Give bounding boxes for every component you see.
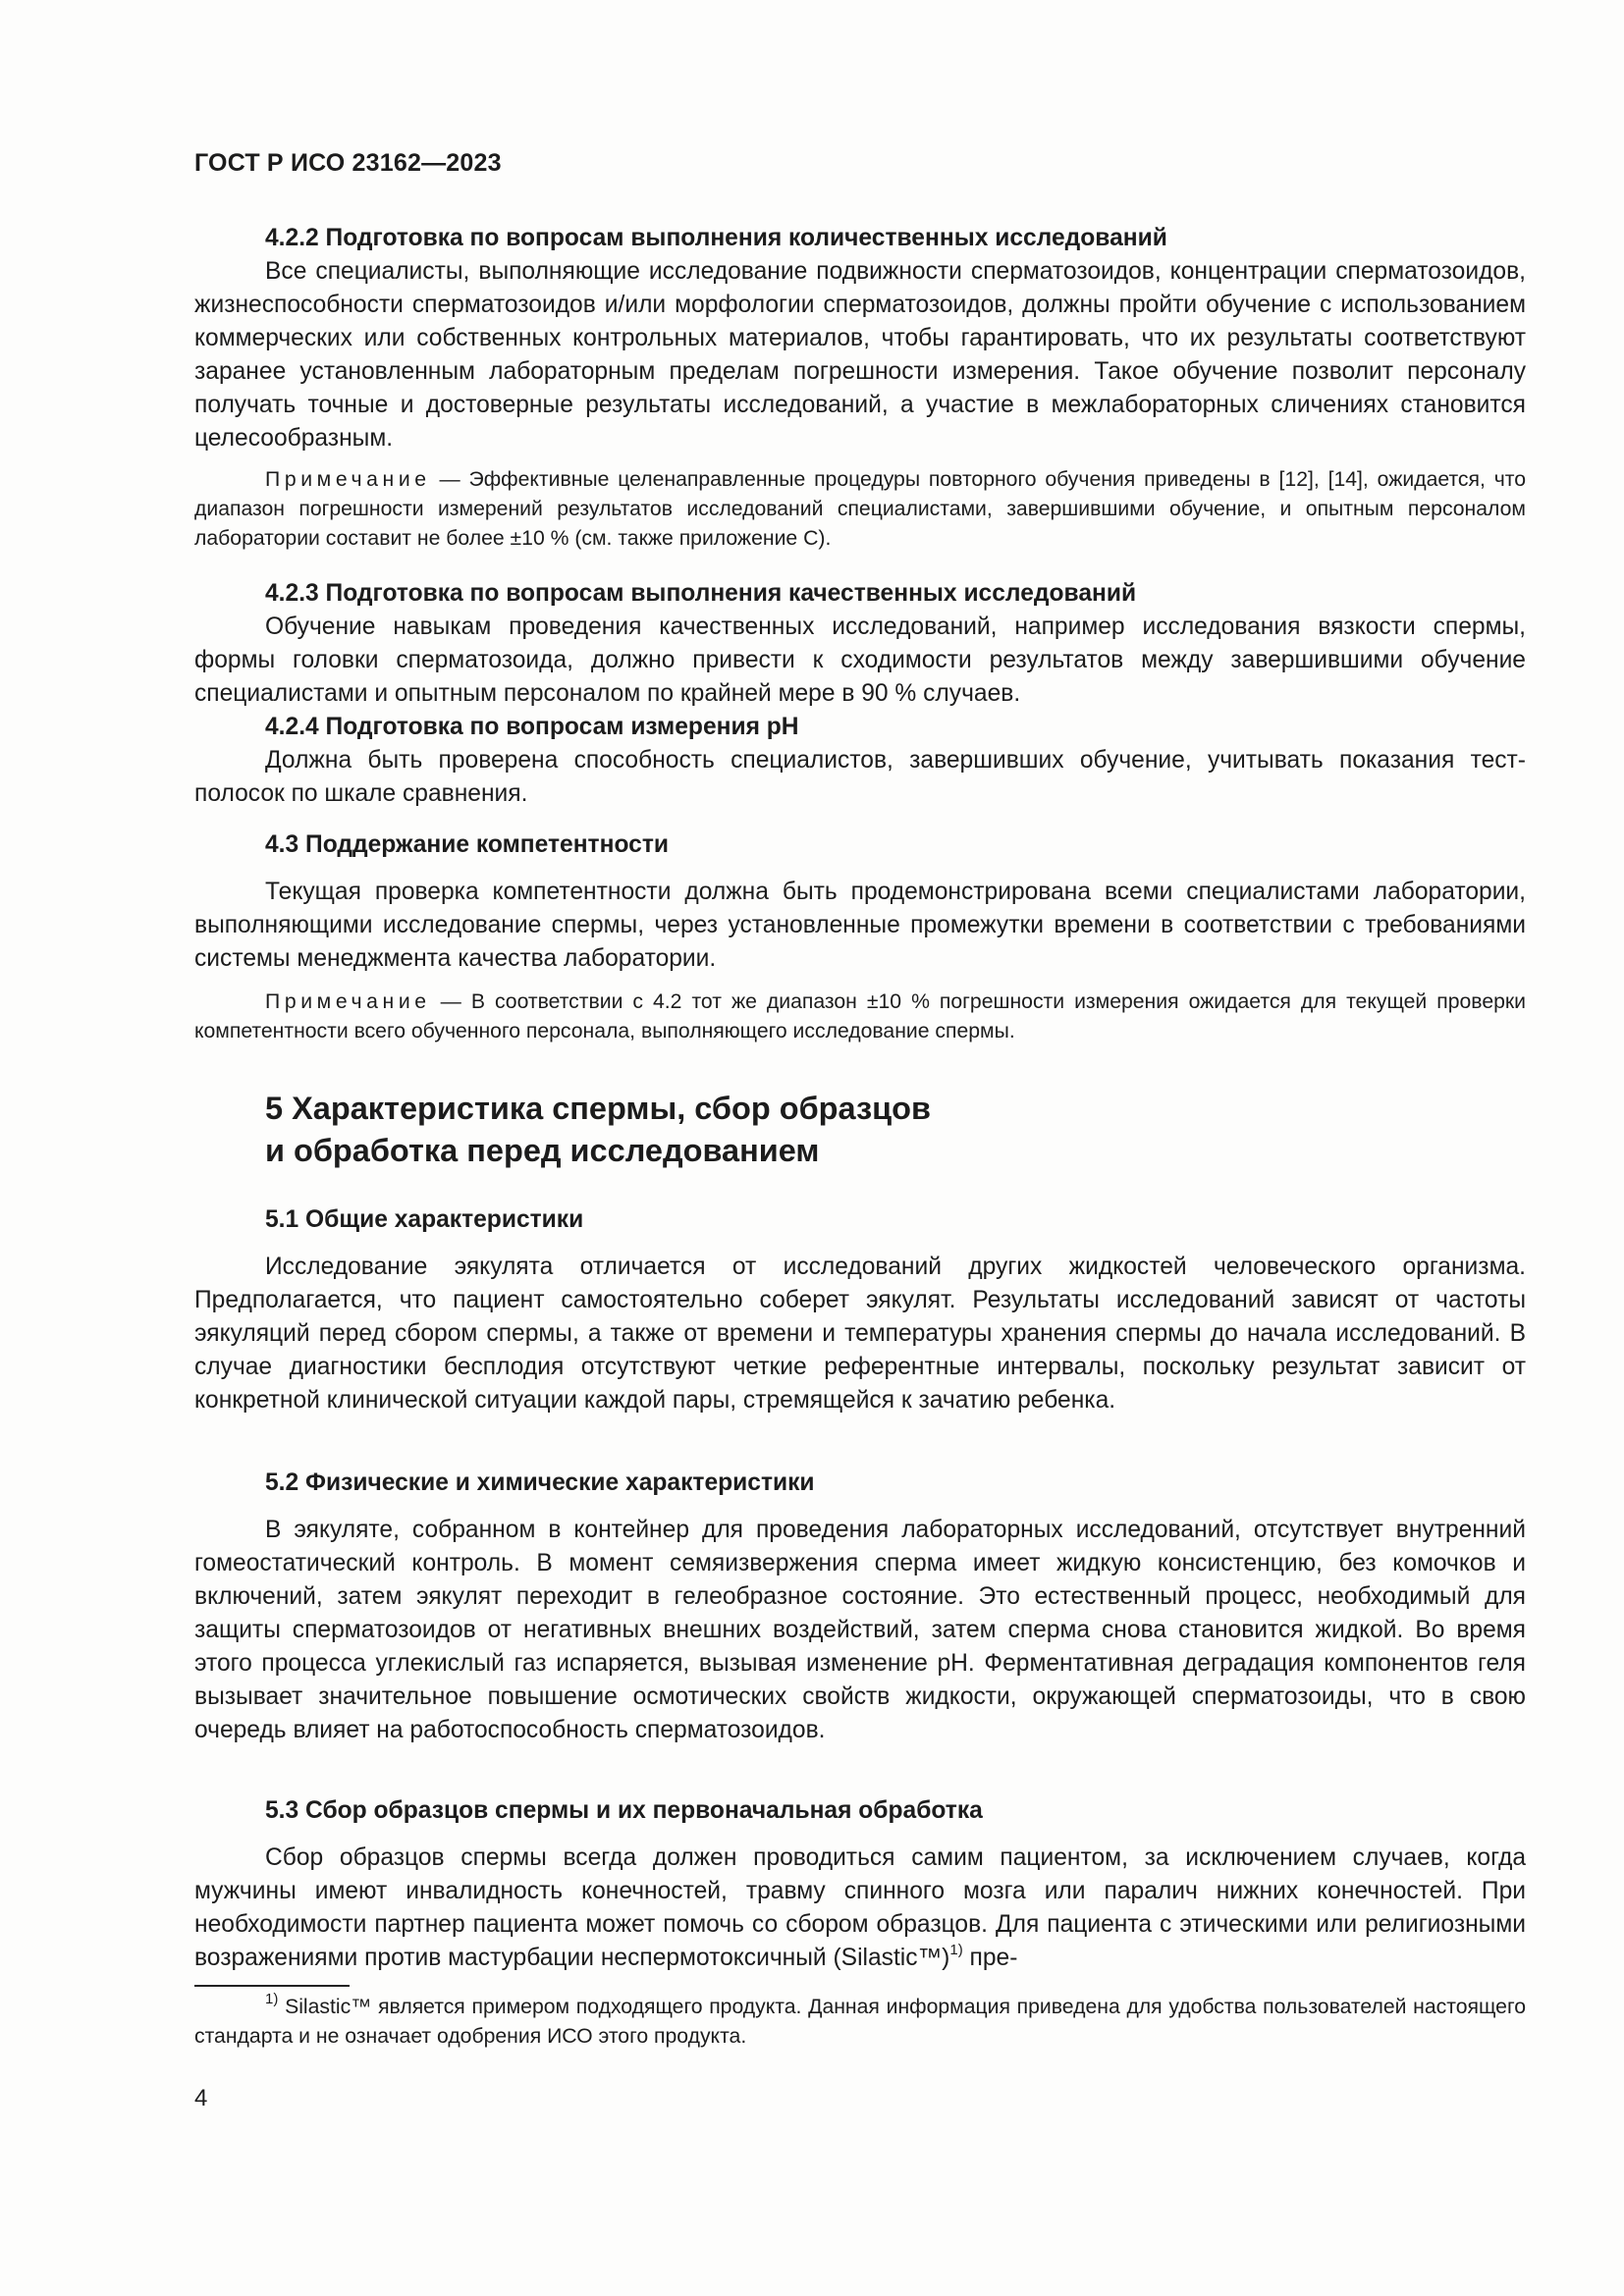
section-heading: 5.2 Физические и химические характеристики bbox=[265, 1469, 815, 1496]
section-5-1 bbox=[194, 1203, 1526, 1417]
document-id: ГОСТ Р ИСО 23162—2023 bbox=[194, 149, 502, 177]
section-4-2-4 bbox=[194, 711, 1526, 811]
note-label: Примечание bbox=[265, 468, 431, 491]
paragraph-text: Сбор образцов спермы всегда должен проводиться самим пациентом, за исключением случаев, когда мужчины имеют инвалидность конечностей, травму спинного мозга или паралич нижних конечностей. При необходимости партнер пациента может помочь со сбором образцов. Для пациента с этическими или религиозными возражениями против мастурбации неспермотоксичный (Silastic™) bbox=[194, 1844, 1526, 1971]
section-4-2-2 bbox=[194, 222, 1526, 554]
section-heading: 4.2.4 Подготовка по вопросам измерения pH bbox=[265, 714, 799, 740]
paragraph: В эякуляте, собранном в контейнер для проведения лабораторных исследований, отсутствует внутренний гомеостатический контроль. В момент семяизвержения сперма имеет жидкую консистенцию, без комочков и включений, затем эякулят переходит в гелеобразное состояние. Это естественный процесс, необходимый для защиты сперматозоидов от негативных внешних воздействий, затем сперма снова становится жидкой. Во время этого процесса углекислый газ испаряется, вызывая изменение рН. Ферментативная деградация компонентов геля вызывает значительное повышение осмотических свойств жидкости, окружающей сперматозоиды, что в свою очередь влияет на работоспособность сперматозоидов. bbox=[194, 1517, 1526, 1743]
footnote-text: Silastic™ является примером подходящего продукта. Данная информация приведена для удобства пользователей настоящего стандарта и не означает одобрения ИСО этого продукта. bbox=[194, 1996, 1526, 2048]
section-heading: 4.2.2 Подготовка по вопросам выполнения количественных исследований bbox=[265, 225, 1167, 251]
section-5-3 bbox=[194, 1794, 1526, 1975]
note-text: — В соответствии с 4.2 тот же диапазон ±10 % погрешности измерения ожидается для текущей проверки компетентности всего обученного персонала, выполняющего исследование спермы. bbox=[194, 990, 1526, 1042]
paragraph: Обучение навыкам проведения качественных исследований, например исследования вязкости спермы, формы головки сперматозоида, должно привести к сходимости результатов между завершившими обучение специалистами и опытным персоналом по крайней мере в 90 % случаев. bbox=[194, 614, 1526, 707]
section-5 bbox=[194, 1088, 1526, 1172]
paragraph: Текущая проверка компетентности должна быть продемонстрирована всеми специалистами лаборатории, выполняющими исследование спермы, через установленные промежутки времени в соответствии с требованиями системы менеджмента качества лаборатории. bbox=[194, 879, 1526, 972]
footnote-marker: 1) bbox=[265, 1990, 279, 2007]
paragraph-text-continued: пре- bbox=[962, 1945, 1018, 1971]
section-heading: 4.3 Поддержание компетентности bbox=[265, 831, 669, 858]
section-5-2 bbox=[194, 1467, 1526, 1747]
paragraph: Должна быть проверена способность специалистов, завершивших обучение, учитывать показания тест-полосок по шкале сравнения. bbox=[194, 747, 1526, 807]
page-number: 4 bbox=[194, 2085, 208, 2111]
chapter-heading-line2: и обработка перед исследованием bbox=[265, 1133, 820, 1168]
note bbox=[194, 988, 1526, 1046]
paragraph: Все специалисты, выполняющие исследование подвижности сперматозоидов, концентрации сперматозоидов, жизнеспособности сперматозоидов и/или морфологии сперматозоидов, должны пройти обучение с использованием коммерческих или собственных контрольных материалов, чтобы гарантировать, что их результаты соответствуют заранее установленным лабораторным пределам погрешности измерения. Такое обучение позволит персоналу получать точные и достоверные результаты исследований, а участие в межлабораторных сличениях становится целесообразным. bbox=[194, 258, 1526, 452]
section-heading: 4.2.3 Подготовка по вопросам выполнения качественных исследований bbox=[265, 580, 1137, 607]
note-label: Примечание bbox=[265, 990, 431, 1013]
note-text: — Эффективные целенаправленные процедуры повторного обучения приведены в [12], [14], ожидается, что диапазон погрешности измерений результатов исследований специалистами, завершившими обучение, и опытным персоналом лаборатории составит не более ±10 % (см. также приложение С). bbox=[194, 468, 1526, 550]
chapter-heading-line1: 5 Характеристика спермы, сбор образцов bbox=[265, 1091, 931, 1126]
paragraph bbox=[194, 1842, 1526, 1975]
footnote-divider bbox=[194, 1985, 350, 1987]
paragraph: Исследование эякулята отличается от исследований других жидкостей человеческого организма. Предполагается, что пациент самостоятельно соберет эякулят. Результаты исследований зависят от частоты эякуляций перед сбором спермы, а также от времени и температуры хранения спермы до начала исследований. В случае диагностики бесплодия отсутствуют четкие референтные интервалы, поскольку результат зависит от конкретной клинической ситуации каждой пары, стремящейся к зачатию ребенка. bbox=[194, 1254, 1526, 1414]
note bbox=[194, 465, 1526, 554]
section-4-2-3 bbox=[194, 577, 1526, 711]
section-heading: 5.3 Сбор образцов спермы и их первоначальная обработка bbox=[265, 1797, 983, 1824]
footnote bbox=[194, 1990, 1526, 2052]
section-heading: 5.1 Общие характеристики bbox=[265, 1206, 584, 1233]
section-4-3 bbox=[194, 828, 1526, 1046]
footnote-ref[interactable]: 1) bbox=[949, 1941, 963, 1958]
